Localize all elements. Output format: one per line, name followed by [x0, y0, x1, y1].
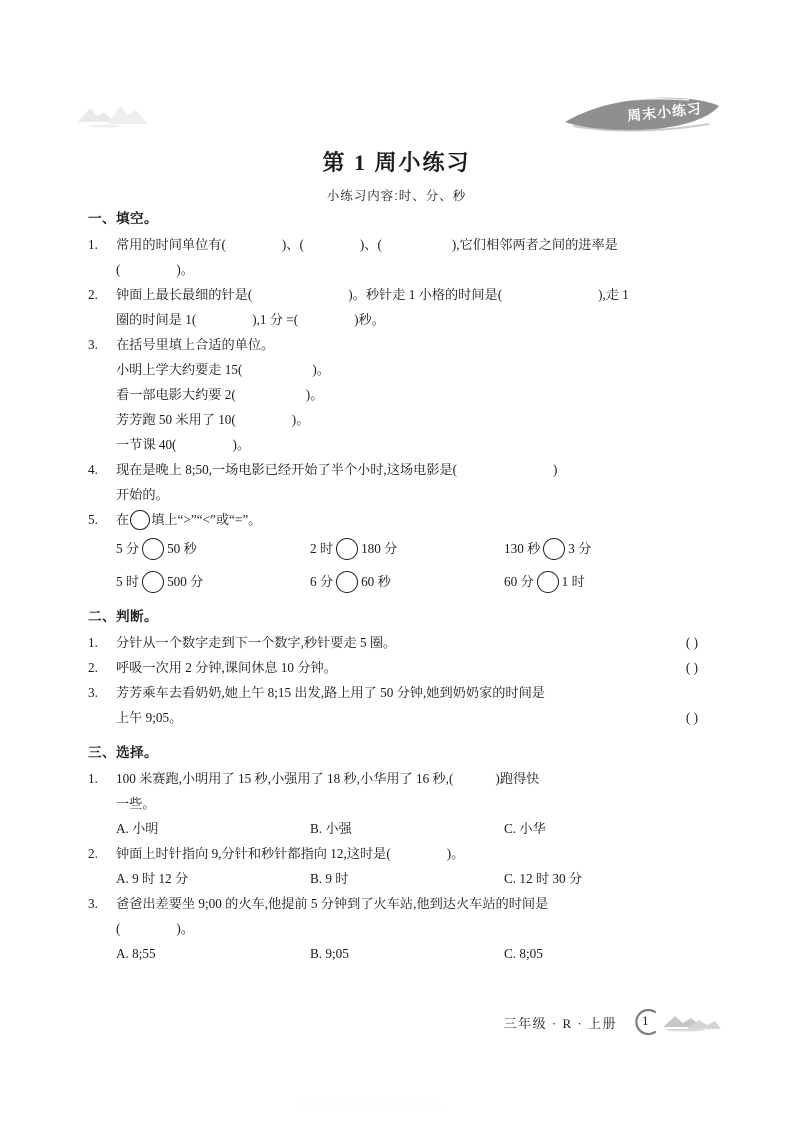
- question-text: 芳芳跑 50 米用了 10(: [116, 412, 236, 427]
- page-watermark: 网络资源仅供学习交流使用: [300, 1101, 444, 1112]
- question-3-3: [88, 891, 698, 941]
- question-text: 在: [116, 512, 130, 527]
- question-number: 1.: [88, 237, 98, 252]
- question-text: )。秒针走 1 小格的时间是(: [348, 287, 503, 302]
- answer-bracket[interactable]: ( ): [685, 635, 698, 650]
- comparison-left: 2 时: [310, 541, 334, 556]
- comparison-item: [504, 536, 698, 561]
- question-text: 小明上学大约要走 15(: [116, 362, 243, 377]
- question-number: 5.: [88, 512, 98, 527]
- question-number: 1.: [88, 635, 98, 650]
- question-number: 4.: [88, 462, 98, 477]
- choice-option-a[interactable]: A. 8;55: [116, 946, 156, 961]
- footer-grade-label: 三年级 · R · 上册: [503, 1015, 617, 1031]
- question-text: 分针从一个数字走到下一个数字,秒针要走 5 圈。: [116, 635, 397, 650]
- comparison-left: 60 分: [504, 574, 534, 589]
- comparison-right: 3 分: [568, 541, 592, 556]
- question-text: (: [116, 921, 121, 936]
- section-heading-true-false: 二、判断。: [88, 609, 158, 624]
- question-text: ),它们相邻两者之间的进率是: [451, 237, 618, 252]
- question-text: 100 米赛跑,小明用了 15 秒,小强用了 18 秒,小华用了 16 秒,(: [116, 771, 454, 786]
- page-subtitle: 小练习内容:时、分、秒: [326, 189, 467, 203]
- page-title: 第 1 周小练习: [322, 150, 471, 175]
- question-text: ),走 1: [598, 287, 629, 302]
- comparison-left: 5 时: [116, 574, 140, 589]
- comparison-item: [310, 536, 504, 561]
- question-text: 芳芳乘车去看奶奶,她上午 8;15 出发,路上用了 50 分钟,她到奶奶家的时间是: [116, 685, 545, 700]
- answer-bracket[interactable]: ( ): [685, 710, 698, 725]
- question-text: )。: [446, 846, 465, 861]
- question-1-4: [88, 457, 698, 507]
- question-text: )。: [305, 387, 324, 402]
- question-text: )。: [176, 921, 194, 936]
- comparison-right: 50 秒: [167, 541, 197, 556]
- question-text: 圈的时间是 1(: [116, 312, 197, 327]
- comparison-left: 130 秒: [504, 541, 541, 556]
- comparison-row: [116, 569, 698, 594]
- question-stem: 在括号里填上合适的单位。: [116, 337, 275, 352]
- question-1-1: [88, 232, 698, 282]
- question-text: ): [553, 462, 558, 477]
- question-text: 一节课 40(: [116, 437, 177, 452]
- question-text: )跑得快: [495, 771, 540, 786]
- question-2-2: [88, 655, 698, 680]
- choice-option-b[interactable]: B. 9;05: [310, 946, 349, 961]
- page-number: 1: [642, 1013, 650, 1028]
- comparison-right: 1 时: [561, 574, 585, 589]
- question-number: 3.: [88, 685, 98, 700]
- comparison-left: 5 分: [116, 541, 140, 556]
- question-number: 2.: [88, 660, 98, 675]
- choice-option-c[interactable]: C. 小华: [504, 821, 546, 836]
- choice-list-3-2: [88, 866, 698, 891]
- weekend-practice-logo: [559, 88, 725, 136]
- comparison-circle[interactable]: [142, 571, 164, 593]
- question-1-3: [88, 332, 698, 457]
- question-text: 常用的时间单位有(: [116, 237, 226, 252]
- choice-option-b[interactable]: B. 9 时: [310, 871, 349, 886]
- comparison-circle[interactable]: [336, 538, 358, 560]
- comparison-left: 6 分: [310, 574, 334, 589]
- choice-list-3-3: [88, 941, 698, 966]
- comparison-circle[interactable]: [537, 571, 559, 593]
- question-number: 2.: [88, 846, 98, 861]
- page-number-badge: [633, 1007, 663, 1037]
- question-text: )、(: [281, 237, 304, 252]
- page-footer: [504, 1007, 723, 1037]
- comparison-right: 60 秒: [361, 574, 391, 589]
- question-text: 爸爸出差要坐 9;00 的火车,他提前 5 分钟到了火车站,他到达火车站的时间是: [116, 896, 549, 911]
- comparison-item: [116, 569, 310, 594]
- comparison-right: 500 分: [167, 574, 204, 589]
- ink-mountain-decoration-icon: [661, 1011, 723, 1033]
- answer-bracket[interactable]: ( ): [685, 660, 698, 675]
- question-text: )。: [291, 412, 310, 427]
- title-block: [0, 146, 793, 204]
- comparison-item: [116, 536, 310, 561]
- question-text: 一些。: [116, 796, 156, 811]
- comparison-item: [310, 569, 504, 594]
- question-text: 呼吸一次用 2 分钟,课间休息 10 分钟。: [116, 660, 337, 675]
- question-text: )、(: [359, 237, 382, 252]
- question-text: 钟面上时针指向 9,分针和秒针都指向 12,这时是(: [116, 846, 391, 861]
- question-number: 2.: [88, 287, 98, 302]
- comparison-circle[interactable]: [543, 538, 565, 560]
- question-1-5: [88, 507, 698, 532]
- question-2-1: [88, 630, 698, 655]
- choice-option-a[interactable]: A. 9 时 12 分: [116, 871, 189, 886]
- question-text: )秒。: [354, 312, 385, 327]
- question-text: )。: [312, 362, 330, 377]
- comparison-right: 180 分: [361, 541, 398, 556]
- question-text: 开始的。: [116, 487, 169, 502]
- choice-option-c[interactable]: C. 12 时 30 分: [504, 871, 583, 886]
- choice-option-a[interactable]: A. 小明: [116, 821, 159, 836]
- section-heading-multiple-choice: 三、选择。: [88, 745, 158, 760]
- question-text: )。: [176, 262, 194, 277]
- comparison-grid: [88, 536, 698, 594]
- question-text: ),1 分 =(: [252, 312, 299, 327]
- choice-option-b[interactable]: B. 小强: [310, 821, 352, 836]
- question-3-2: [88, 841, 698, 866]
- question-1-2: [88, 282, 698, 332]
- comparison-item: [504, 569, 698, 594]
- question-text: )。: [232, 437, 251, 452]
- choice-option-c[interactable]: C. 8;05: [504, 946, 543, 961]
- question-number: 3.: [88, 337, 98, 352]
- logo-label: 周末小练习: [626, 100, 703, 124]
- choice-list-3-1: [88, 816, 698, 841]
- comparison-circle[interactable]: [142, 538, 164, 560]
- comparison-circle[interactable]: [130, 510, 150, 530]
- question-3-1: [88, 766, 698, 816]
- question-text: 填上“>”“<”或“=”。: [151, 512, 262, 527]
- comparison-circle[interactable]: [336, 571, 358, 593]
- question-text: 上午 9;05。: [116, 710, 183, 725]
- question-2-3: [88, 680, 698, 730]
- worksheet-content: [88, 206, 698, 966]
- question-text: 现在是晚上 8;50,一场电影已经开始了半个小时,这场电影是(: [116, 462, 458, 477]
- question-number: 3.: [88, 896, 98, 911]
- question-number: 1.: [88, 771, 98, 786]
- section-heading-fill-in-blank: 一、填空。: [88, 211, 158, 226]
- ink-mountain-decoration-icon: [74, 100, 154, 130]
- question-text: 看一部电影大约要 2(: [116, 387, 236, 402]
- question-text: (: [116, 262, 121, 277]
- comparison-row: [116, 536, 698, 561]
- question-text: 钟面上最长最细的针是(: [116, 287, 253, 302]
